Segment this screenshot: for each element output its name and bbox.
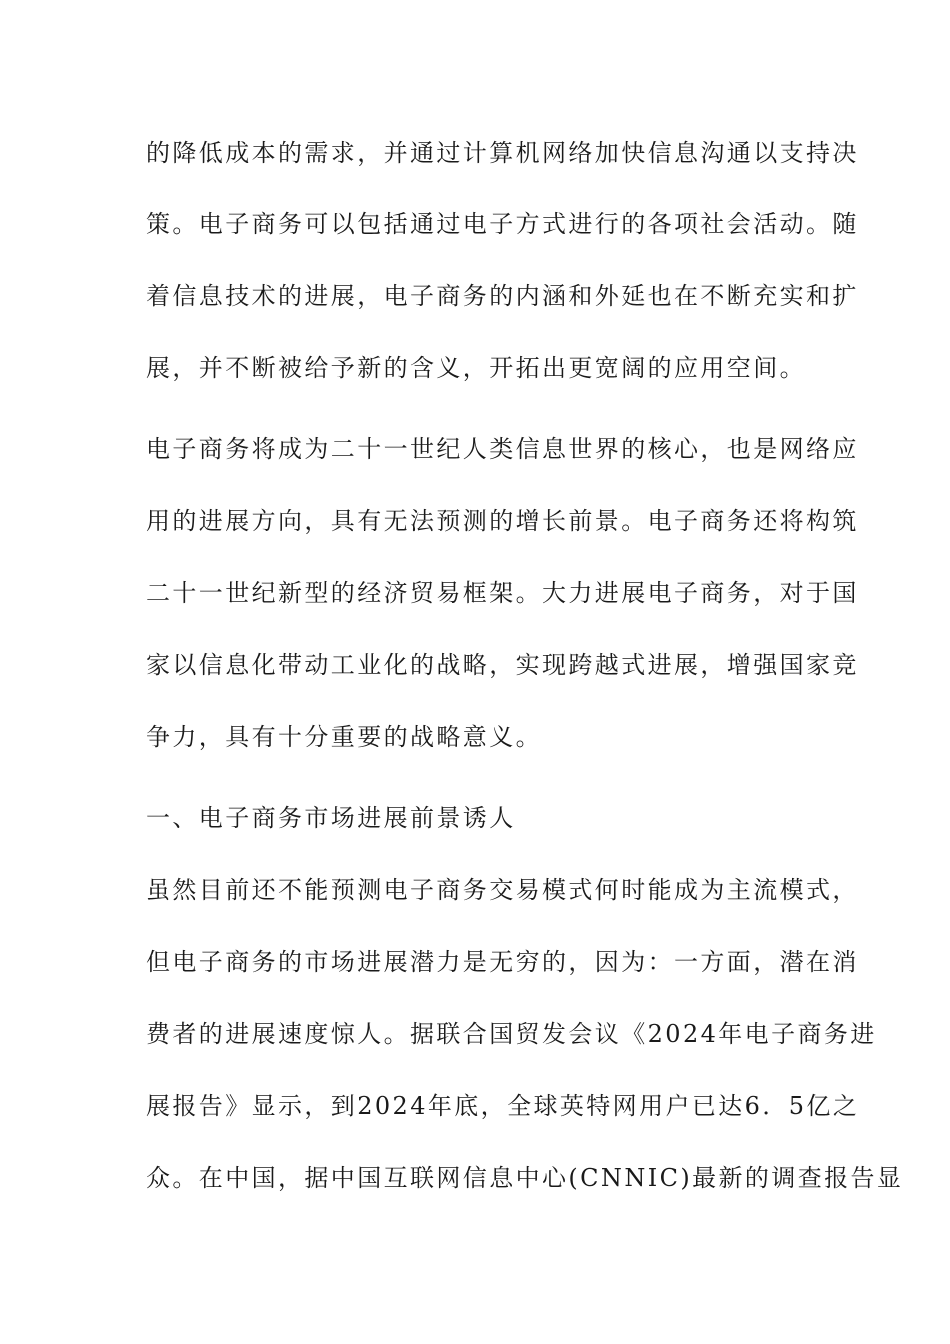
text-line: 策。电子商务可以包括通过电子方式进行的各项社会活动。随 (146, 210, 859, 238)
text-line: 着信息技术的进展，电子商务的内涵和外延也在不断充实和扩 (146, 282, 859, 310)
text-line: 展，并不断被给予新的含义，开拓出更宽阔的应用空间。 (146, 354, 806, 382)
section-heading: 一、电子商务市场进展前景诱人 (146, 804, 516, 832)
text-line: 用的进展方向，具有无法预测的增长前景。电子商务还将构筑 (146, 507, 859, 535)
text-line: 费者的进展速度惊人。据联合国贸发会议《2024年电子商务进 (146, 1020, 877, 1048)
text-line: 的降低成本的需求，并通过计算机网络加快信息沟通以支持决 (146, 139, 859, 167)
text-line: 但电子商务的市场进展潜力是无穷的，因为：一方面，潜在消 (146, 948, 859, 976)
paragraph-start-line: 电子商务将成为二十一世纪人类信息世界的核心，也是网络应 (146, 435, 859, 463)
text-line: 家以信息化带动工业化的战略，实现跨越式进展，增强国家竞 (146, 651, 859, 679)
text-line: 众。在中国，据中国互联网信息中心(CNNIC)最新的调查报告显 (146, 1164, 904, 1192)
text-line: 二十一世纪新型的经济贸易框架。大力进展电子商务，对于国 (146, 579, 859, 607)
paragraph-start-line: 虽然目前还不能预测电子商务交易模式何时能成为主流模式， (146, 876, 859, 904)
text-line: 争力，具有十分重要的战略意义。 (146, 723, 542, 751)
text-line: 展报告》显示，到2024年底，全球英特网用户已达6．5亿之 (146, 1092, 860, 1120)
